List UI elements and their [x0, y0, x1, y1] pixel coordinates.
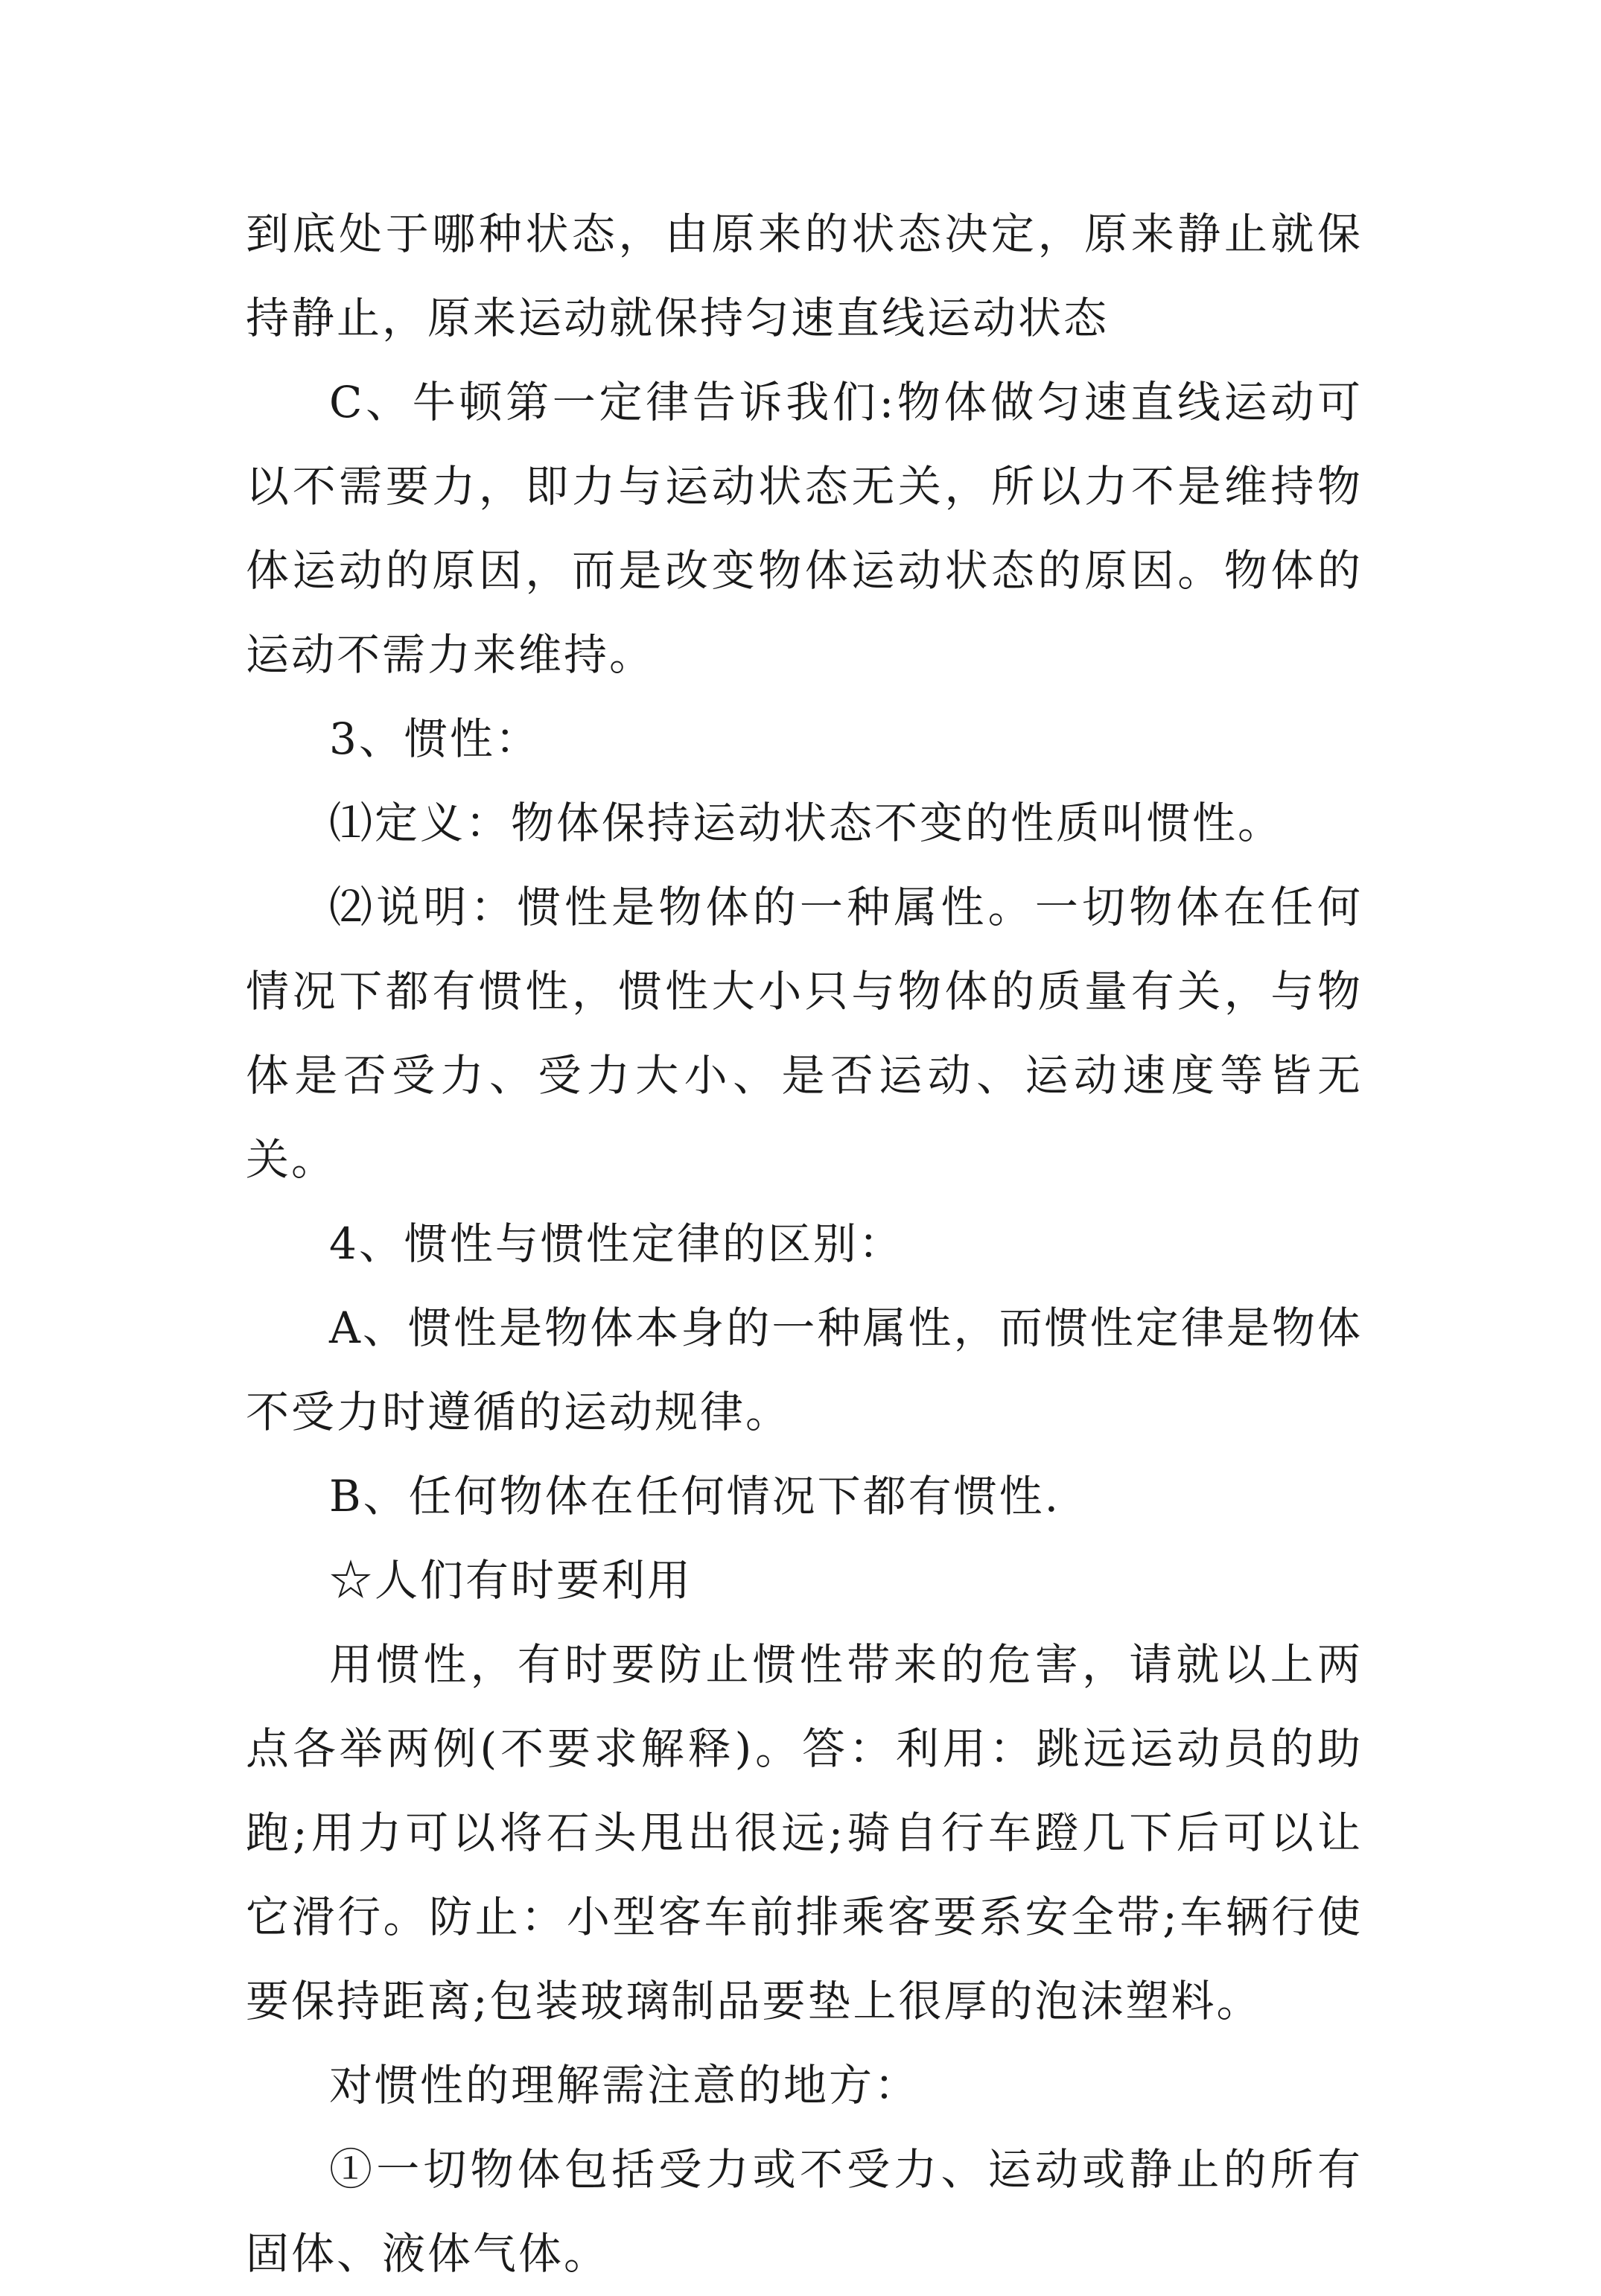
paragraph-difference-b: B、任何物体在任何情况下都有惯性. [329, 1471, 1061, 1521]
paragraph-inertia-explanation: ⑵说明：惯性是物体的一种属性。一切物体在任何情况下都有惯性，惯性大小只与物体的质量有关，与物体是否受力、受力大小、是否运动、运动速度等皆无关。 [246, 882, 1363, 1185]
heading-inertia: 3、惯性： [329, 713, 541, 764]
paragraph-note-1: ①一切物体包括受力或不受力、运动或静止的所有固体、液体气体。 [246, 2144, 1363, 2279]
paragraph-use-and-prevent: 用惯性，有时要防止惯性带来的危害，请就以上两点各举两例(不要求解释)。答：利用：跳远运动员的助跑;用力可以将石头甩出很远;骑自行车蹬几下后可以让它滑行。防止：小型客车前排乘客要系安全带;车辆行使要保持距离;包装玻璃制品要垫上很厚的泡沫塑料。 [246, 1639, 1363, 2026]
document-body [246, 192, 1363, 2296]
paragraph-state-continuation: 到底处于哪种状态，由原来的状态决定，原来静止就保持静止，原来运动就保持匀速直线运动状态 [246, 209, 1363, 343]
paragraph-difference-a: A、惯性是物体本身的一种属性，而惯性定律是物体不受力时遵循的运动规律。 [246, 1303, 1363, 1437]
heading-understanding-notes: 对惯性的理解需注意的地方： [329, 2060, 920, 2111]
paragraph-newton-first-law: C、牛顿第一定律告诉我们:物体做匀速直线运动可以不需要力，即力与运动状态无关，所以力不是维持物体运动的原因，而是改变物体运动状态的原因。物体的运动不需力来维持。 [246, 377, 1363, 680]
paragraph-inertia-definition: ⑴定义：物体保持运动状态不变的性质叫惯性。 [329, 798, 1284, 848]
heading-inertia-vs-law: 4、惯性与惯性定律的区别： [329, 1218, 904, 1269]
paragraph-star-note: ☆人们有时要利用 [329, 1555, 693, 1606]
